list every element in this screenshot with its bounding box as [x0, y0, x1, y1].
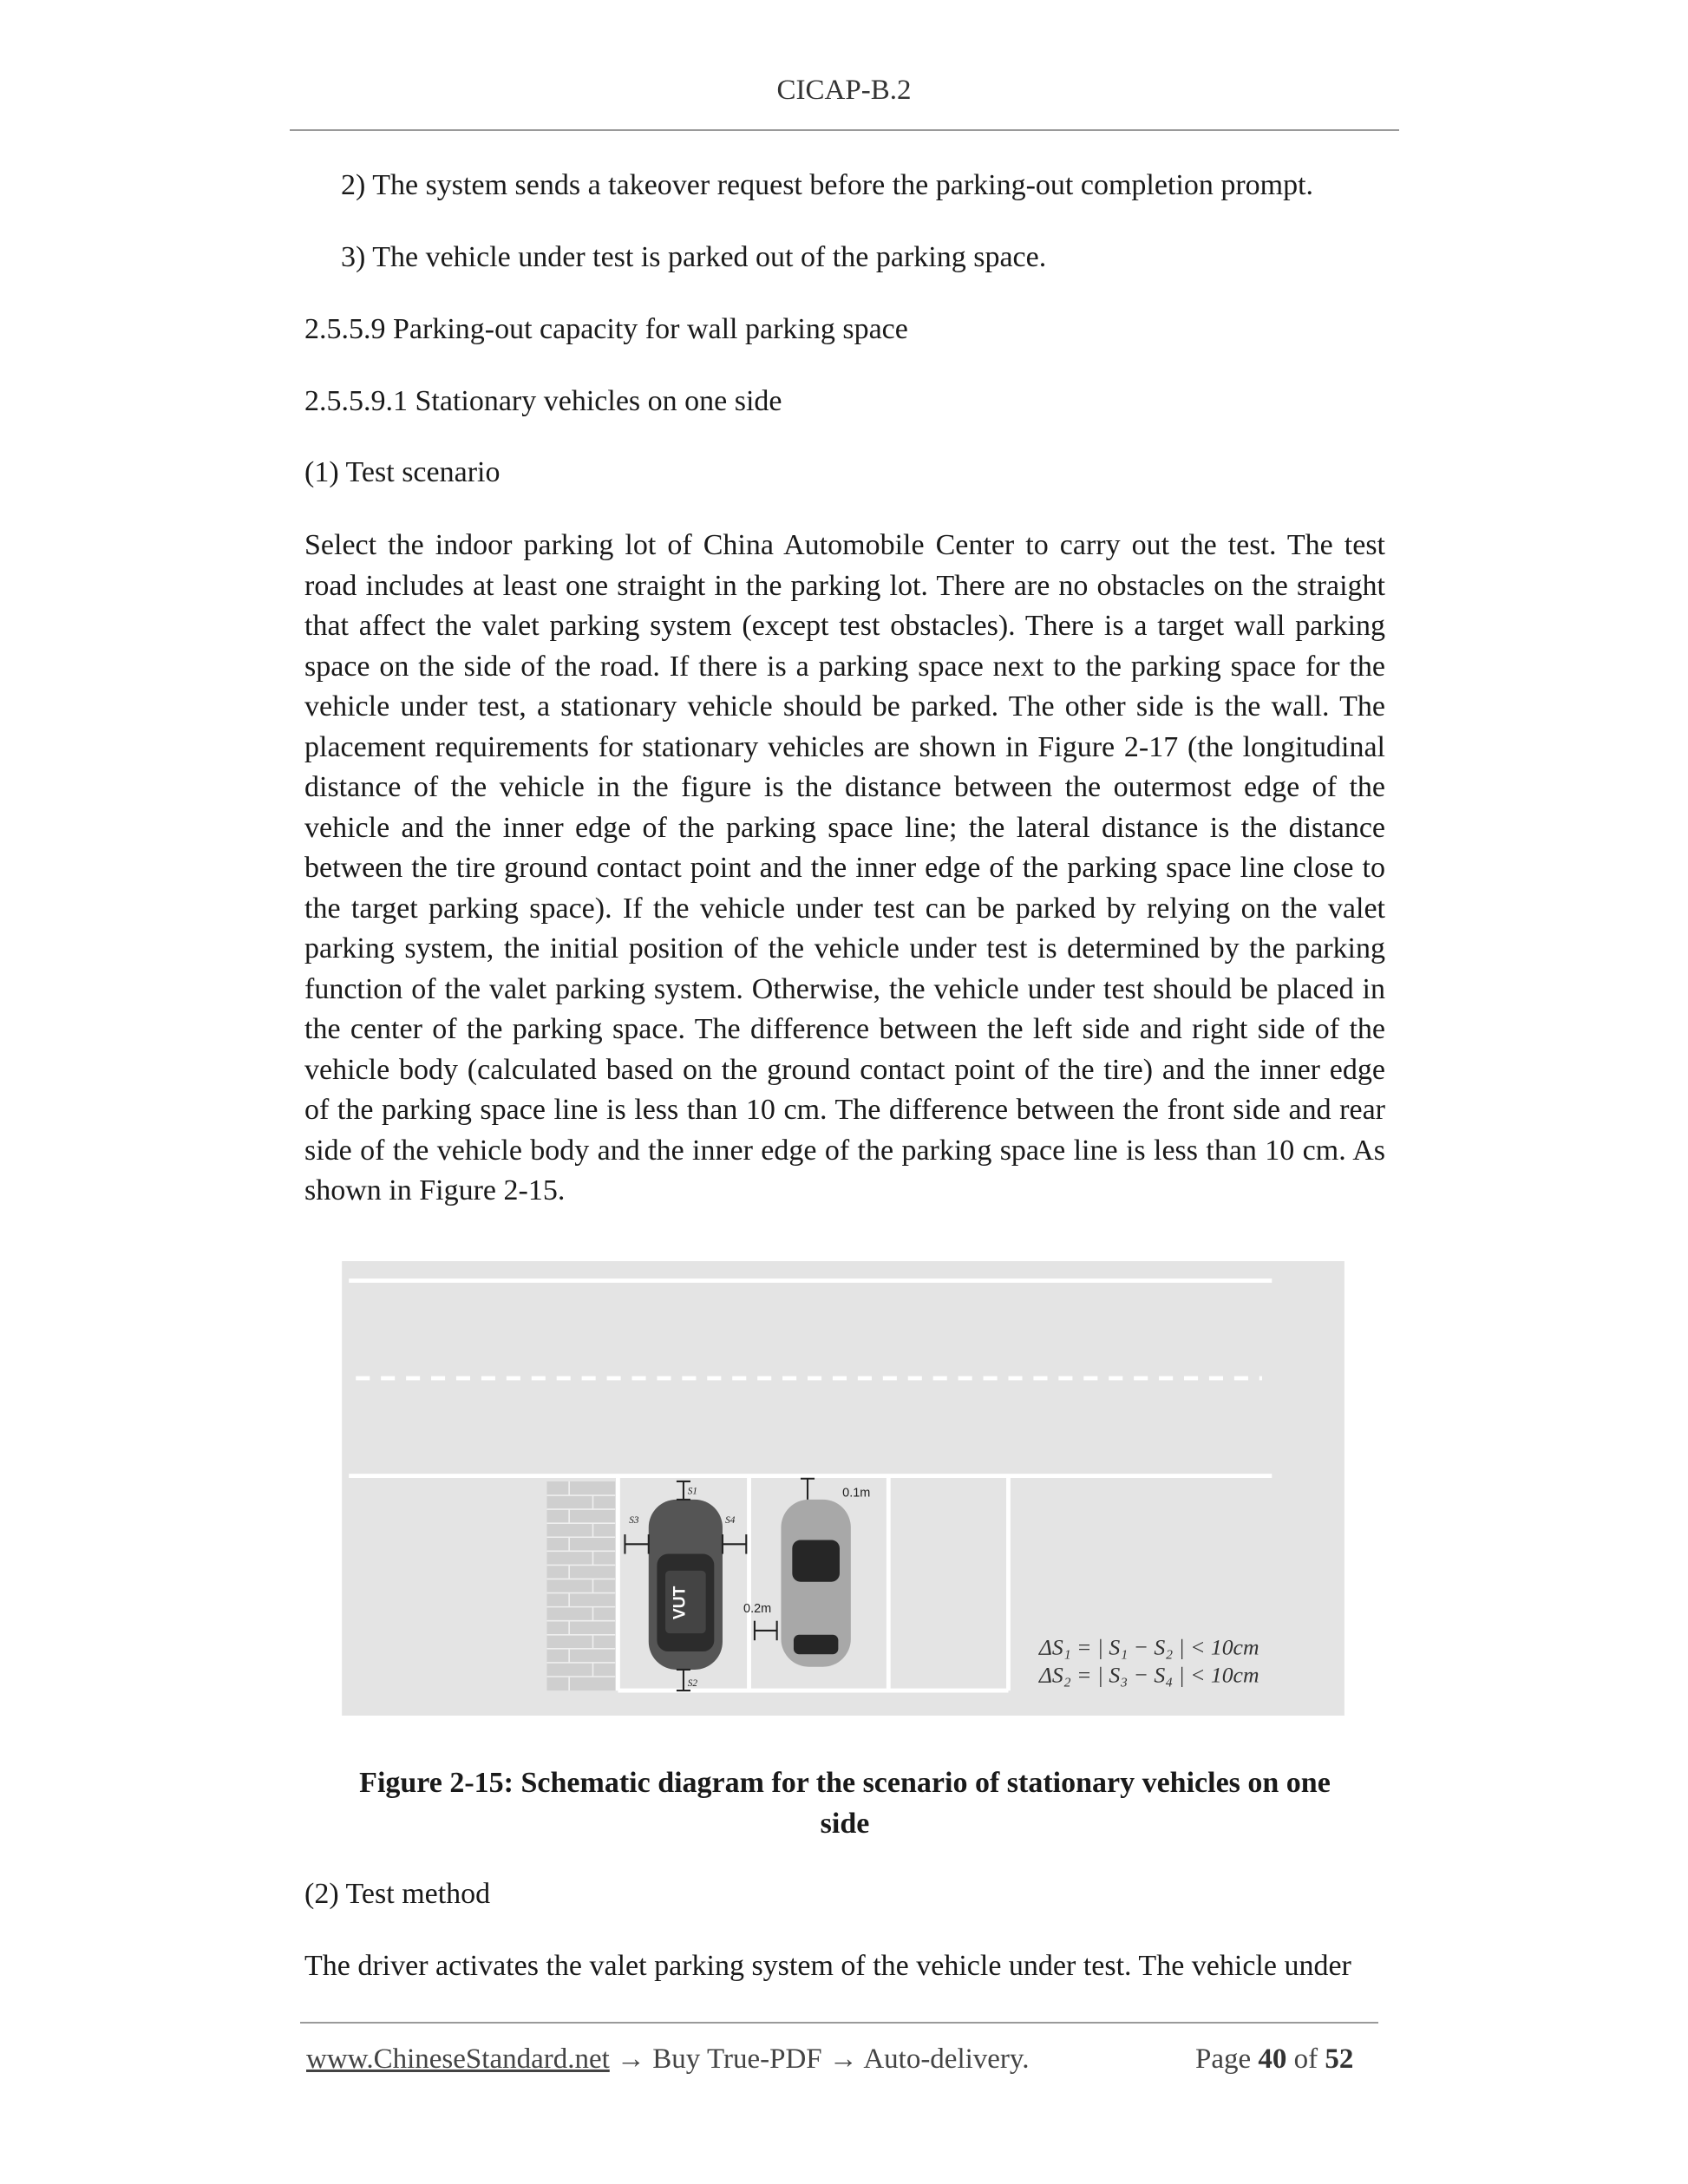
vut-car-icon [649, 1500, 723, 1670]
stationary-car-icon [781, 1500, 850, 1667]
list-item-3: 3) The vehicle under test is parked out of the parking space. [341, 241, 1047, 273]
website-link[interactable]: www.ChineseStandard.net [306, 2043, 610, 2075]
formula-1: ΔS₁ = | S₁ − S₂ | < 10cm [1038, 1634, 1259, 1660]
method-paragraph: The driver activates the valet parking system of the vehicle under test. The vehicle under [304, 1950, 1351, 1982]
s2-label: S2 [687, 1678, 698, 1690]
test-method-heading: (2) Test method [304, 1878, 491, 1910]
longitudinal-distance-label: 0.1m [842, 1486, 871, 1501]
figure-caption-line2: side [820, 1808, 870, 1840]
page-number [1195, 2043, 1353, 2076]
arrow-icon: → [828, 2043, 858, 2075]
formula-2: ΔS₂ = | S₃ − S₄ | < 10cm [1038, 1662, 1259, 1688]
scenario-paragraph: Select the indoor parking lot of China Automobile Center to carry out the test. The test road includes at least one straight in the parking lot. There are no obstacles on the straight that affect the valet parking system (except test obstacles). There is a target wall parking space on the side of the road. If there is a parking space next to the parking space for the vehicle under test, a stationary vehicle should be parked. The other side is the wall. The placement requirements for stationary vehicles are shown in Figure 2-17 (the longitudinal distance of the vehicle in the figure is the distance between the outermost edge of the vehicle and the inner edge of the parking space line; the lateral distance is the distance between the tire ground contact point and the inner edge of the parking space line close to the target parking space). If the vehicle under test can be parked by relying on the valet parking system, the initial position of the vehicle under test is determined by the parking function of the valet parking system. Otherwise, the vehicle under test should be placed in the center of the parking space. The difference between the left side and right side of the vehicle body (calculated based on the ground contact point of the tire) and the inner edge of the parking space line is less than 10 cm. The difference between the front side and rear side of the vehicle body and the inner edge of the parking space line is less than 10 cm. As shown in Figure 2-15. [304, 529, 1385, 1206]
arrow-icon: → [617, 2043, 646, 2075]
s3-label: S3 [629, 1515, 639, 1527]
header-divider [290, 129, 1399, 131]
subsection-heading: 2.5.5.9.1 Stationary vehicles on one side [304, 385, 782, 417]
current-page: 40 [1258, 2043, 1287, 2075]
test-scenario-heading: (1) Test scenario [304, 456, 501, 488]
page-word: Page [1195, 2043, 1252, 2075]
vut-label: VUT [671, 1586, 690, 1620]
section-heading: 2.5.5.9 Parking-out capacity for wall parking space [304, 313, 908, 345]
lateral-distance-label: 0.2m [743, 1602, 772, 1617]
total-pages: 52 [1325, 2043, 1354, 2075]
doc-code-header: CICAP-B.2 [776, 75, 912, 106]
s1-label: S1 [687, 1486, 698, 1497]
list-item-2: 2) The system sends a takeover request before the parking-out completion prompt. [341, 169, 1314, 201]
of-word: of [1293, 2043, 1318, 2075]
footer-divider [300, 2022, 1378, 2024]
delivery-text: Auto-delivery. [863, 2043, 1030, 2075]
buy-text: Buy True-PDF [652, 2043, 822, 2075]
brick-wall-icon [546, 1481, 615, 1690]
figure-caption-line1: Figure 2-15: Schematic diagram for the scenario of stationary vehicles on one [359, 1767, 1331, 1799]
s4-label: S4 [725, 1515, 736, 1527]
figure-parking-diagram [342, 1261, 1345, 1716]
footer-promo [306, 2043, 1030, 2076]
